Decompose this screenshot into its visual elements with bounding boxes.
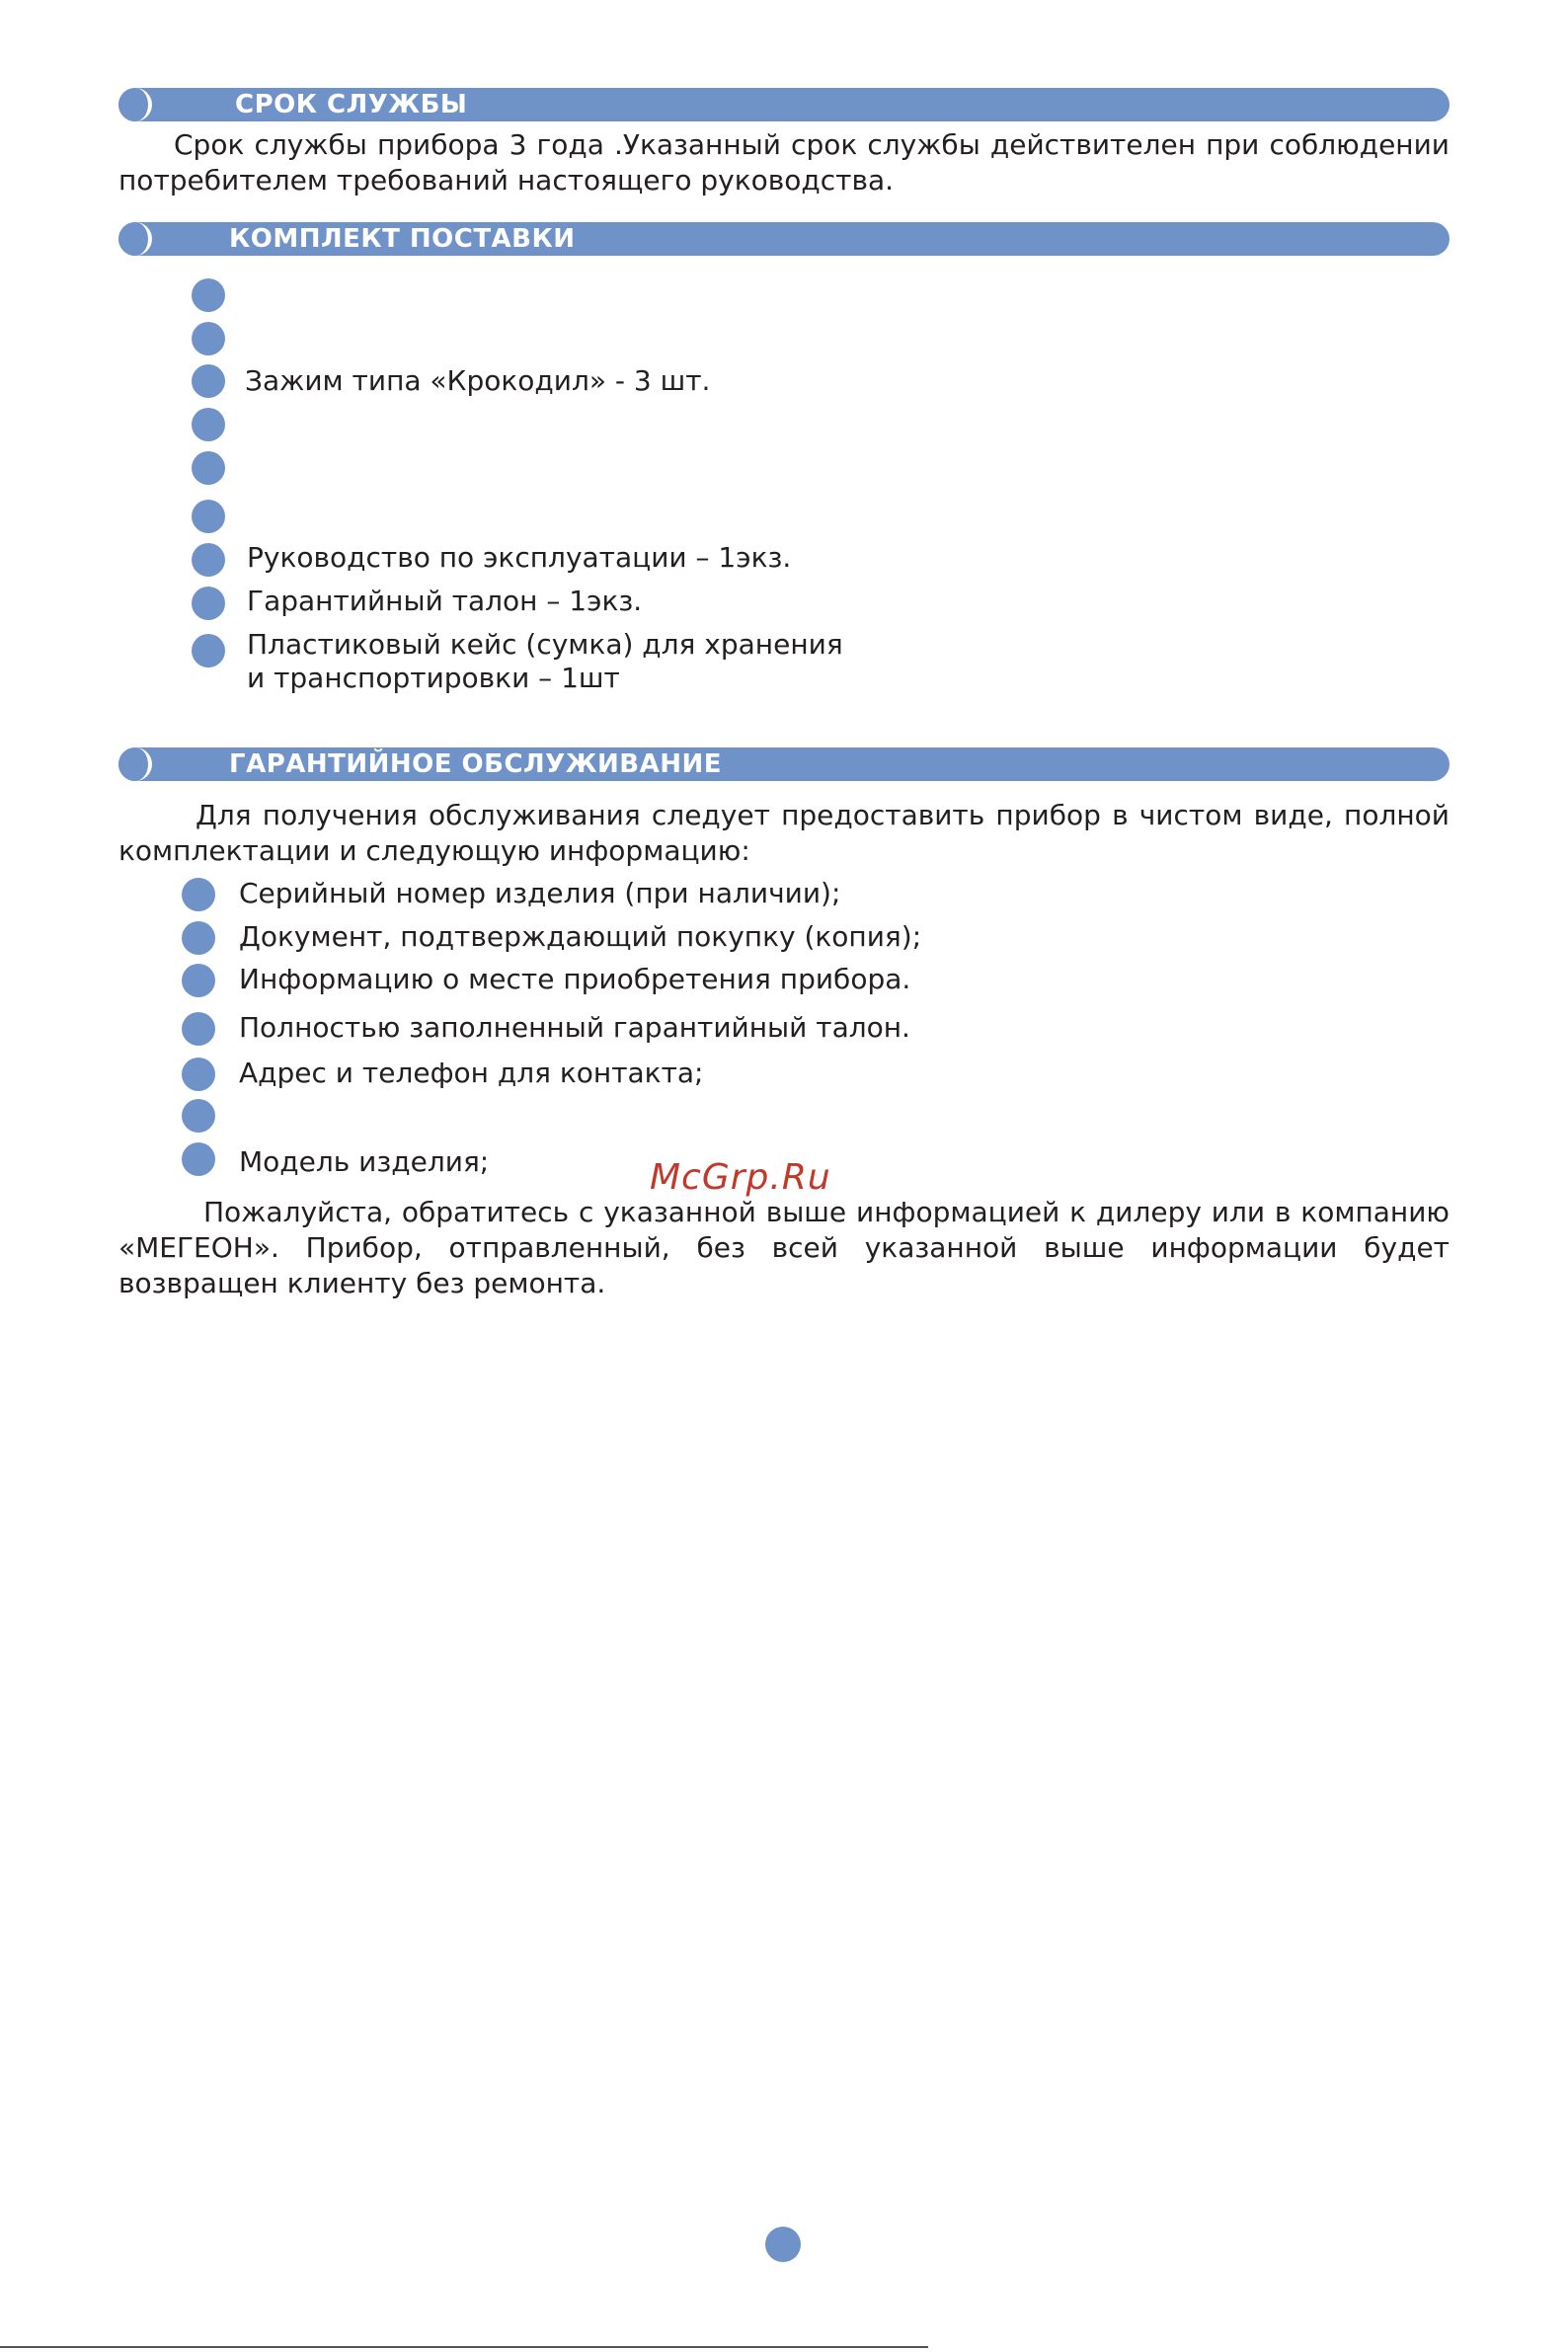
bullet-icon xyxy=(192,587,225,620)
warranty-intro-text: Для получения обслуживания следует предоставить прибор в чистом виде, полной комплектации и следующую информацию: xyxy=(118,799,1450,867)
list-item: Адрес и телефон для контакта; xyxy=(239,1057,704,1089)
service-life-text: Срок службы прибора 3 года .Указанный срок службы действителен при соблюдении потребителем требований настоящего руководства. xyxy=(118,128,1450,196)
watermark-text: McGrp.Ru xyxy=(650,1157,831,1198)
header-bullet-icon xyxy=(118,747,152,781)
bullet-icon xyxy=(192,278,225,312)
footer-divider xyxy=(0,2346,928,2348)
list-item: Полностью заполненный гарантийный талон. xyxy=(239,1011,910,1044)
bullet-icon xyxy=(192,322,225,355)
bullet-icon xyxy=(192,543,225,577)
section-title: СРОК СЛУЖБЫ xyxy=(235,90,468,119)
header-bullet-icon xyxy=(118,222,152,256)
bullet-icon xyxy=(192,451,225,485)
section-header-service-life xyxy=(118,88,1450,121)
bullet-icon xyxy=(182,1012,215,1046)
bullet-icon xyxy=(182,964,215,997)
section-header-warranty xyxy=(118,747,1450,781)
bullet-icon xyxy=(192,408,225,441)
bullet-icon xyxy=(192,634,225,667)
list-item: Модель изделия; xyxy=(239,1145,490,1178)
bullet-icon xyxy=(182,1099,215,1133)
list-item: Серийный номер изделия (при наличии); xyxy=(239,877,841,909)
list-item: Пластиковый кейс (сумка) для хранения и транспортировки – 1шт xyxy=(247,628,843,694)
bullet-icon xyxy=(182,1142,215,1176)
warranty-outro-text: Пожалуйста, обратитесь с указанной выше информацией к дилеру или в компанию «МЕГЕОН». Прибор, отправленный, без всей указанной выше информации будет возвращен клиенту без ремонта. xyxy=(118,1196,1450,1299)
header-bullet-icon xyxy=(118,88,152,121)
bullet-icon xyxy=(192,364,225,398)
bullet-icon xyxy=(192,500,225,533)
bullet-icon xyxy=(182,878,215,911)
bullet-icon xyxy=(182,921,215,955)
bullet-icon xyxy=(182,1058,215,1091)
list-item: Гарантийный талон – 1экз. xyxy=(247,585,643,617)
section-title: КОМПЛЕКТ ПОСТАВКИ xyxy=(229,224,576,254)
page-number-dot xyxy=(765,2227,801,2262)
section-header-package xyxy=(118,222,1450,256)
list-item: Зажим типа «Крокодил» - 3 шт. xyxy=(245,364,711,397)
list-item: Документ, подтверждающий покупку (копия); xyxy=(239,920,922,953)
list-item: Информацию о месте приобретения прибора. xyxy=(239,963,911,995)
list-item: Руководство по эксплуатации – 1экз. xyxy=(247,541,792,574)
section-title: ГАРАНТИЙНОЕ ОБСЛУЖИВАНИЕ xyxy=(229,749,723,779)
